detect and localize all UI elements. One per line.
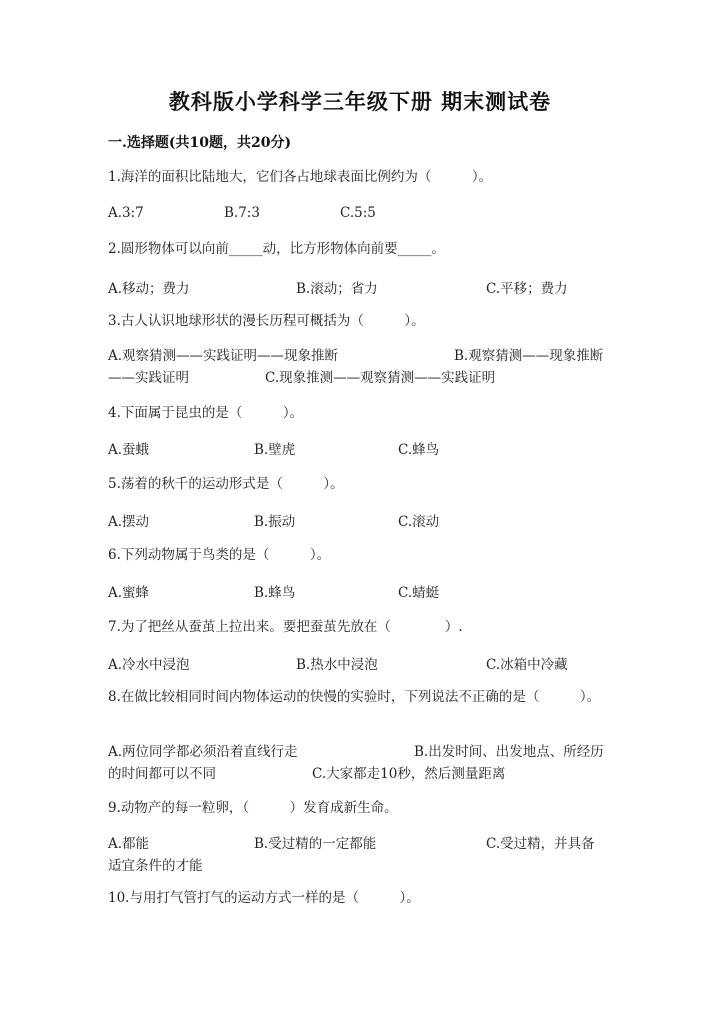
question-6-option-a: A.蜜蜂 xyxy=(108,585,150,601)
question-4-option-c: C.蜂鸟 xyxy=(398,442,440,458)
question-6-option-b: B.蜂鸟 xyxy=(254,585,296,601)
question-5-option-a: A.摆动 xyxy=(108,514,150,530)
question-7-stem: 7.为了把丝从蚕茧上拉出来。要把蚕茧先放在（ ）. xyxy=(108,619,463,635)
page-title: 教科版小学科学三年级下册 期末测试卷 xyxy=(168,89,552,114)
question-1-option-a: A.3:7 xyxy=(108,205,144,221)
section-heading: 一.选择题(共10题，共20分) xyxy=(108,135,292,151)
question-1-stem: 1.海洋的面积比陆地大，它们各占地球表面比例约为（ ）。 xyxy=(108,169,493,185)
question-3-option-b: B.观察猜测——现象推断——实践证明 xyxy=(108,348,604,386)
question-8-option-b: B.出发时间、出发地点、所经历的时间都可以不同 xyxy=(108,744,604,782)
question-3-option-a: A.观察猜测——实践证明——现象推断 xyxy=(108,348,339,364)
question-10-stem: 10.与用打气管打气的运动方式一样的是（ ）。 xyxy=(108,890,420,906)
question-9-option-c: C.受过精，并具备适宜条件的才能 xyxy=(108,836,595,874)
question-4-option-b: B.壁虎 xyxy=(254,442,296,458)
question-3-stem: 3.古人认识地球形状的漫长历程可概括为（ ）。 xyxy=(108,313,425,329)
question-9-stem: 9.动物产的每一粒卵，（ ）发育成新生命。 xyxy=(108,800,398,816)
question-7-option-b: B.热水中浸泡 xyxy=(296,657,378,673)
question-4-stem: 4.下面属于昆虫的是（ ）。 xyxy=(108,405,304,421)
question-7-option-a: A.冷水中浸泡 xyxy=(108,657,190,673)
question-8-stem: 8.在做比较相同时间内物体运动的快慢的实验时，下列说法不正确的是（ ）。 xyxy=(108,689,601,705)
question-9-option-a: A.都能 xyxy=(108,836,150,852)
question-5-option-b: B.振动 xyxy=(254,514,296,530)
question-8-options xyxy=(108,741,608,785)
question-2-option-a: A.移动；费力 xyxy=(108,281,190,297)
question-8-option-c: C.大家都走10秒，然后测量距离 xyxy=(312,766,506,782)
question-8-option-a: A.两位同学都必须沿着直线行走 xyxy=(108,744,298,760)
question-7-option-c: C.冰箱中冷藏 xyxy=(486,657,568,673)
question-9-option-b: B.受过精的一定都能 xyxy=(254,836,377,852)
question-3-option-c: C.现象推测——观察猜测——实践证明 xyxy=(265,370,496,386)
question-2-option-c: C.平移；费力 xyxy=(486,281,568,297)
question-1-option-c: C.5:5 xyxy=(340,205,376,221)
question-1-option-b: B.7:3 xyxy=(224,205,260,221)
question-2-stem: 2.圆形物体可以向前_____动，比方形物体向前要_____。 xyxy=(108,241,445,257)
question-6-stem: 6.下列动物属于鸟类的是（ ）。 xyxy=(108,547,331,563)
question-9-options xyxy=(108,833,608,877)
question-2-option-b: B.滚动；省力 xyxy=(296,281,378,297)
question-4-option-a: A.蚕蛾 xyxy=(108,442,150,458)
question-5-stem: 5.荡着的秋千的运动形式是（ ）。 xyxy=(108,476,344,492)
question-3-options xyxy=(108,345,608,389)
question-6-option-c: C.蜻蜓 xyxy=(398,585,440,601)
question-5-option-c: C.滚动 xyxy=(398,514,440,530)
